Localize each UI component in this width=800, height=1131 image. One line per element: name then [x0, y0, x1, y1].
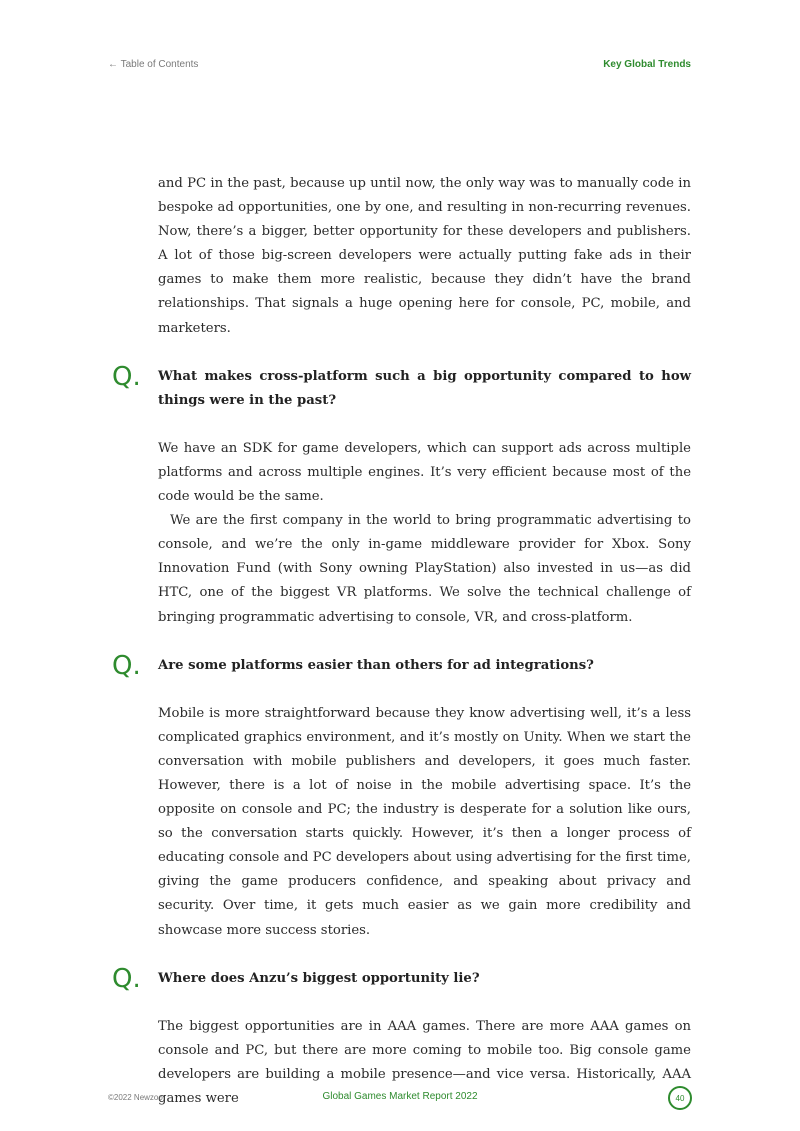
question-mark-icon: Q.: [112, 650, 141, 681]
table-of-contents-link[interactable]: ← Table of Contents: [108, 59, 199, 70]
answer-2-paragraph: Mobile is more straightforward because they know advertising well, it’s a less complicated graphics environment, and it’s mostly on Unity. When we start the conversation with mobile publishers and developers, it goes much faster. However, there is a lot of noise in the mobile advertising space. It’s the opposite on console and PC; the industry is desperate for a solution like ours, so the conversation starts quickly. However, it’s then a longer process of educating console and PC developers about using advertising for the first time, giving the game producers confidence, and speaking about privacy and security. Over time, it gets much easier as we gain more credibility and showcase more success stories.: [158, 705, 691, 938]
question-3-text: Where does Anzu’s biggest opportunity lie?: [158, 970, 480, 986]
answer-1-paragraph-2: We are the first company in the world to bring programmatic advertising to console, and we’re the only in-game middleware provider for Xbox. Sony Innovation Fund (with Sony owning PlayStation) also invested in us—as did HTC, one of the biggest VR platforms. We solve the technical challenge of bringing programmatic advertising to console, VR, and cross-platform.: [158, 513, 691, 625]
question-3: [112, 963, 691, 994]
section-title: Key Global Trends: [603, 59, 691, 70]
answer-3-paragraph: The biggest opportunities are in AAA games. There are more AAA games on console and PC, but there are more coming to mobile too. Big console game developers are building a mobile presence—and vice versa. Historically, AAA games were: [158, 1018, 691, 1106]
answer-1-paragraph-1: We have an SDK for game developers, which can support ads across multiple platforms and across multiple engines. It’s very efficient because most of the code would be the same.: [158, 440, 691, 505]
question-mark-icon: Q.: [112, 963, 141, 994]
question-2: [112, 650, 691, 681]
page-number: 40: [668, 1086, 692, 1110]
intro-paragraph: and PC in the past, because up until now, the only way was to manually code in bespoke ad opportunities, one by one, and resulting in non-recurring revenues. Now, there’s a bigger, better opportunity for these developers and publishers. A lot of those big-screen developers were actually putting fake ads in their games to make them more realistic, because they didn’t have the brand relationships. That signals a huge opening here for console, PC, mobile, and marketers.: [158, 176, 691, 336]
copyright: ©2022 Newzoo: [108, 1093, 163, 1102]
question-mark-icon: Q.: [112, 361, 141, 392]
question-1-text: What makes cross-platform such a big opportunity compared to how things were in the past?: [158, 368, 691, 408]
question-2-text: Are some platforms easier than others for ad integrations?: [158, 657, 594, 673]
report-title: Global Games Market Report 2022: [322, 1091, 478, 1102]
question-1: [112, 361, 691, 413]
